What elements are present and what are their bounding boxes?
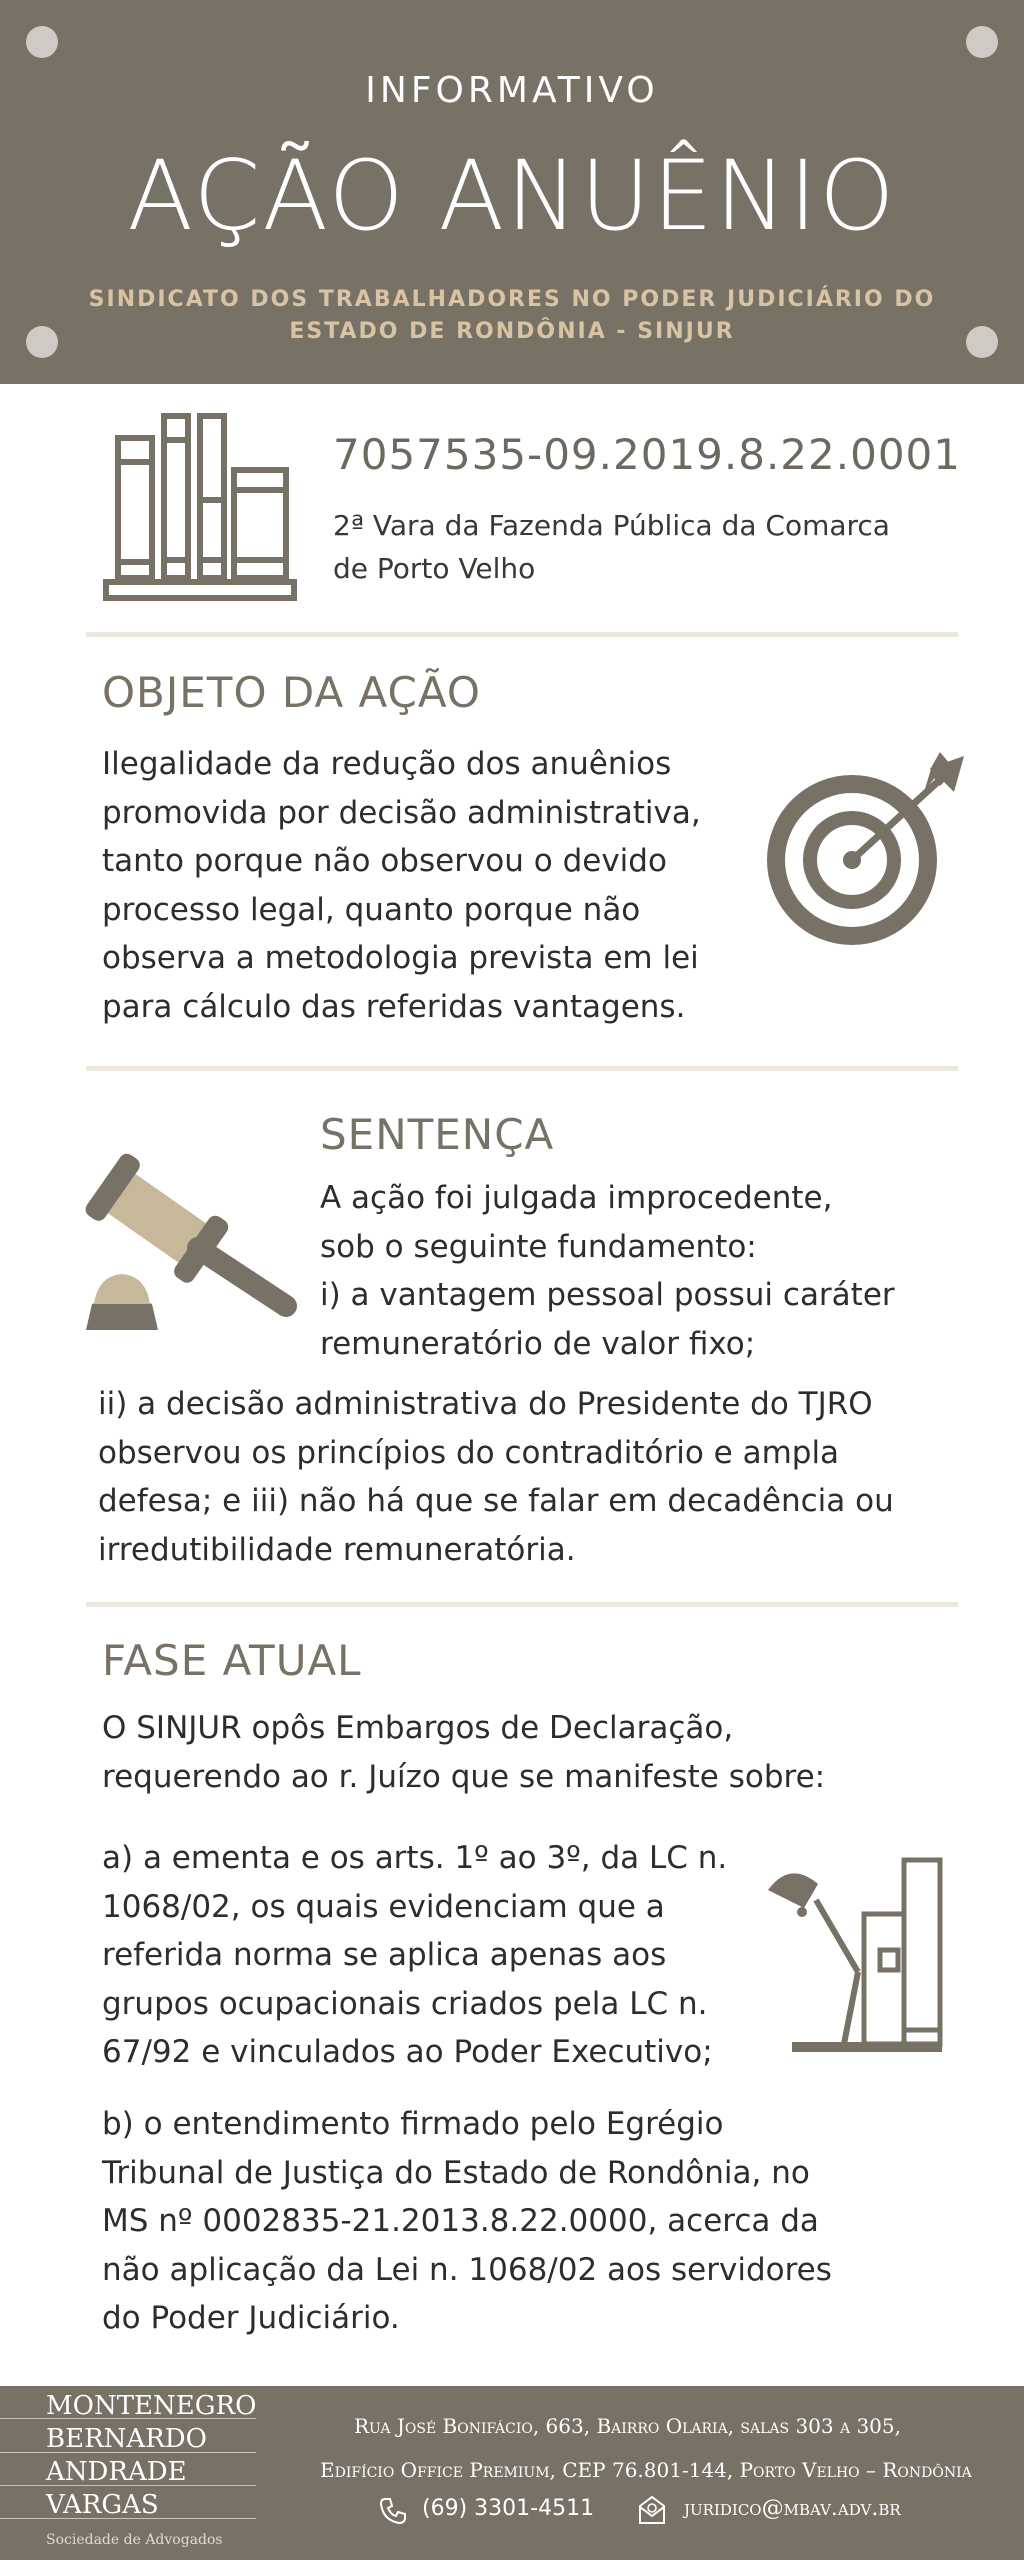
phone-number[interactable]: (69) 3301-4511 <box>422 2496 595 2521</box>
court-line2: de Porto Velho <box>333 552 536 585</box>
firm-name-line: ANDRADE <box>46 2457 187 2487</box>
decor-dot-top-left <box>26 26 58 58</box>
text-line: Tribunal de Justiça do Estado de Rondônia, no <box>102 2154 810 2191</box>
desk-lamp-books-icon <box>762 1854 952 2054</box>
fase-title: FASE ATUAL <box>102 1636 362 1685</box>
page-title: AÇÃO ANUÊNIO <box>127 140 897 252</box>
text-line: promovida por decisão administrativa, <box>102 794 701 831</box>
text-line: sob o seguinte fundamento: <box>320 1228 757 1265</box>
sentenca-text-full <box>98 1380 894 1574</box>
court-line1: 2ª Vara da Fazenda Pública da Comarca <box>333 509 890 542</box>
header-kicker: INFORMATIVO <box>365 70 659 111</box>
firm-tagline: Sociedade de Advogados <box>46 2532 223 2548</box>
email-link[interactable]: juridico@mbav.adv.br <box>684 2496 901 2521</box>
text-line: irredutibilidade remuneratória. <box>98 1531 576 1568</box>
firm-name-line: MONTENEGRO <box>46 2391 257 2421</box>
text-line: ii) a decisão administrativa do Presidente do TJRO <box>98 1386 873 1422</box>
section-divider <box>86 1066 958 1071</box>
fase-intro <box>102 1704 825 1801</box>
decor-dot-bottom-right <box>966 326 998 358</box>
phone-icon <box>378 2496 408 2526</box>
decor-dot-top-right <box>966 26 998 58</box>
text-line: remuneratório de valor fixo; <box>320 1325 756 1362</box>
text-line: grupos ocupacionais criados pela LC n. <box>102 1985 708 2022</box>
firm-name-line: BERNARDO <box>46 2424 207 2454</box>
header-subtitle-line2: ESTADO DE RONDÔNIA - SINJUR <box>289 319 735 344</box>
text-line: não aplicação da Lei n. 1068/02 aos servidores <box>102 2251 832 2288</box>
text-line: processo legal, quanto porque não <box>102 891 641 928</box>
text-line: A ação foi julgada improcedente, <box>320 1180 833 1216</box>
fase-item-b <box>102 2100 832 2343</box>
gavel-icon <box>78 1138 298 1338</box>
text-line: 1068/02, os quais evidenciam que a <box>102 1888 665 1925</box>
text-line: MS nº 0002835-21.2013.8.22.0000, acerca da <box>102 2203 819 2239</box>
sentenca-title: SENTENÇA <box>320 1110 555 1159</box>
email-icon <box>636 2494 668 2526</box>
section-divider <box>86 632 958 637</box>
text-line: i) a vantagem pessoal possui caráter <box>320 1277 895 1313</box>
court-name <box>333 504 973 590</box>
text-line: tanto porque não observou o devido <box>102 843 667 879</box>
books-icon <box>100 410 300 610</box>
text-line: 67/92 e vinculados ao Poder Executivo; <box>102 2034 713 2070</box>
section-divider <box>86 1602 958 1607</box>
footer <box>0 2386 1024 2560</box>
sentenca-text-right <box>320 1174 895 1368</box>
header-subtitle <box>60 284 964 348</box>
text-line: referida norma se aplica apenas aos <box>102 1937 667 1973</box>
target-arrow-icon <box>764 752 968 952</box>
text-line: b) o entendimento firmado pelo Egrégio <box>102 2106 724 2142</box>
address-line1: Rua José Bonifácio, 663, Bairro Olaria, salas 303 a 305, <box>354 2414 901 2438</box>
fase-item-a <box>102 1834 727 2077</box>
text-line: Ilegalidade da redução dos anuênios <box>102 746 672 782</box>
decor-dot-bottom-left <box>26 326 58 358</box>
text-line: observa a metodologia prevista em lei <box>102 940 699 976</box>
case-number: 7057535-09.2019.8.22.0001 <box>333 430 961 479</box>
firm-name-line: VARGAS <box>46 2490 159 2520</box>
header-subtitle-line1: SINDICATO DOS TRABALHADORES NO PODER JUDICIÁRIO DO <box>88 287 936 312</box>
objeto-text <box>102 740 701 1031</box>
text-line: defesa; e iii) não há que se falar em decadência ou <box>98 1483 894 1519</box>
text-line: observou os princípios do contraditório e ampla <box>98 1434 840 1471</box>
objeto-title: OBJETO DA AÇÃO <box>102 668 481 717</box>
text-line: O SINJUR opôs Embargos de Declaração, <box>102 1710 734 1746</box>
text-line: requerendo ao r. Juízo que se manifeste sobre: <box>102 1758 826 1795</box>
header-banner <box>0 0 1024 384</box>
text-line: do Poder Judiciário. <box>102 2300 400 2336</box>
text-line: a) a ementa e os arts. 1º ao 3º, da LC n. <box>102 1840 728 1876</box>
text-line: para cálculo das referidas vantagens. <box>102 988 686 1025</box>
address-line2: Edifício Office Premium, CEP 76.801-144, Porto Velho – Rondônia <box>320 2458 972 2482</box>
